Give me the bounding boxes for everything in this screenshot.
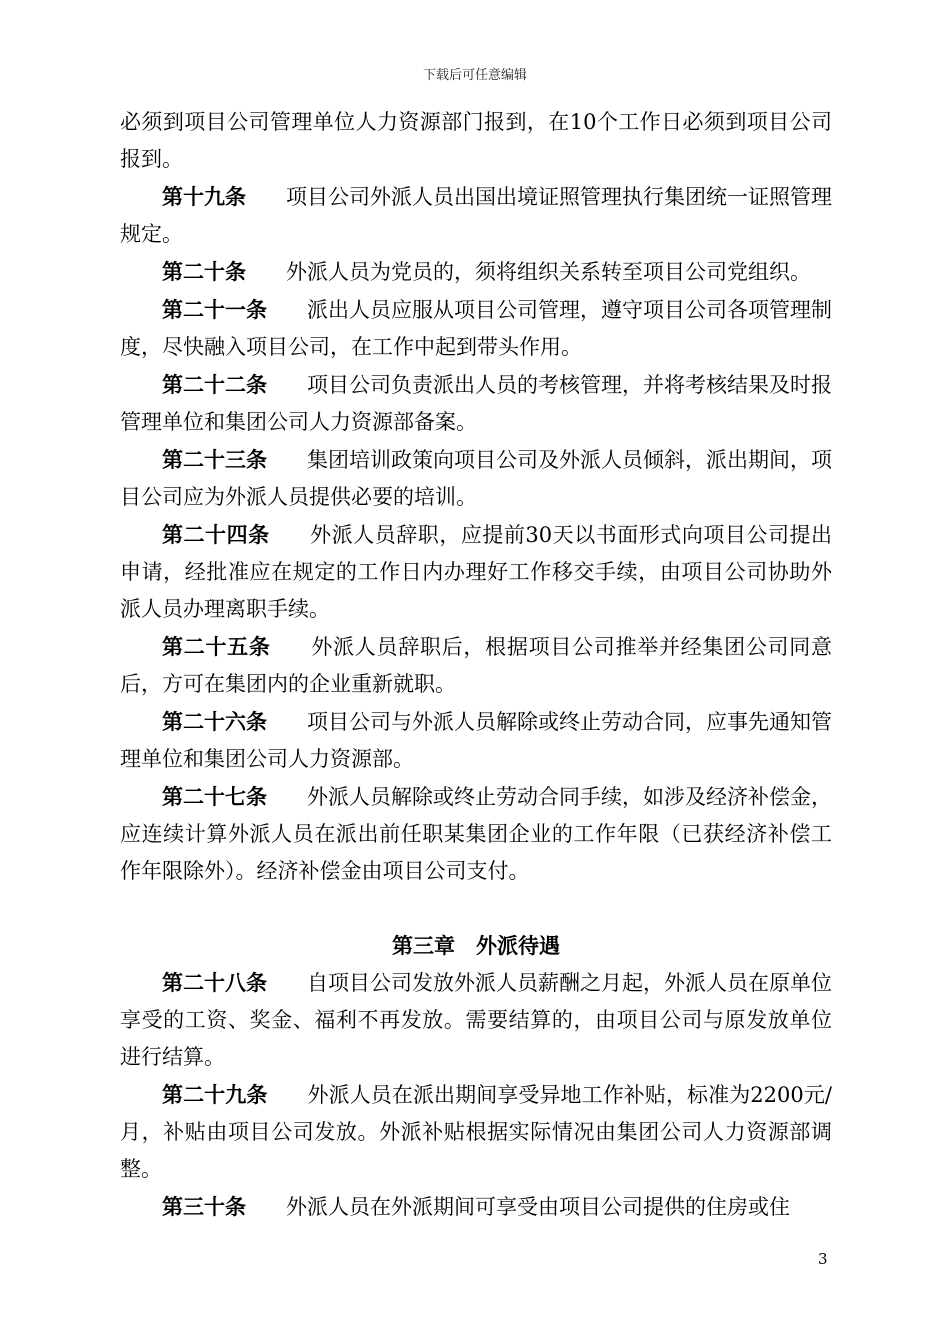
- article-text: 外派人员在外派期间可享受由项目公司提供的住房或住: [286, 1195, 790, 1219]
- article-paragraph: [120, 628, 832, 703]
- article-paragraph: [120, 516, 832, 628]
- page-number: 3: [818, 1250, 828, 1268]
- article-number: 第二十二条: [162, 372, 267, 397]
- article-text: 外派人员解除或终止劳动合同手续，如涉及经济补偿金，应连续计算外派人员在派出前任职某集团企业的工作年限（已获经济补偿工作年限除外）。经济补偿金由项目公司支付。: [120, 785, 832, 883]
- page-header: 下载后可任意编辑: [422, 68, 527, 83]
- article-number: 第三十条: [162, 1194, 246, 1219]
- article-text: 外派人员为党员的，须将组织关系转至项目公司党组织。: [286, 260, 811, 284]
- article-number: 第十九条: [162, 184, 246, 209]
- article-number: 第二十八条: [162, 970, 267, 995]
- article-text: 项目公司负责派出人员的考核管理，并将考核结果及时报管理单位和集团公司人力资源部备案。: [120, 373, 832, 434]
- article-paragraph: [120, 253, 832, 291]
- article-number: 第二十七条: [162, 784, 267, 809]
- article-paragraph: [120, 703, 832, 778]
- article-paragraph: [120, 178, 832, 253]
- article-number: 第二十六条: [162, 709, 267, 734]
- article-number: 第二十三条: [162, 447, 267, 472]
- article-text: 派出人员应服从项目公司管理，遵守项目公司各项管理制度，尽快融入项目公司，在工作中起到带头作用。: [120, 298, 832, 359]
- article-number: 第二十四条: [162, 522, 270, 547]
- article-paragraph: [120, 1076, 832, 1188]
- continuation-paragraph: 必须到项目公司管理单位人力资源部门报到，在10个工作日必须到项目公司报到。: [120, 110, 832, 171]
- articles-after: [120, 964, 832, 1226]
- article-text: 外派人员辞职，应提前30天以书面形式向项目公司提出申请，经批准应在规定的工作日内办理好工作移交手续，由项目公司协助外派人员办理离职手续。: [120, 523, 832, 621]
- article-text: 外派人员辞职后，根据项目公司推举并经集团公司同意后，方可在集团内的企业重新就职。: [120, 635, 833, 696]
- article-number: 第二十条: [162, 259, 246, 284]
- article-text: 自项目公司发放外派人员薪酬之月起，外派人员在原单位享受的工资、奖金、福利不再发放。需要结算的，由项目公司与原发放单位进行结算。: [120, 971, 832, 1069]
- article-number: 第二十九条: [162, 1082, 268, 1107]
- article-number: 第二十五条: [162, 634, 271, 659]
- article-text: 集团培训政策向项目公司及外派人员倾斜，派出期间，项目公司应为外派人员提供必要的培训。: [120, 448, 832, 509]
- article-text: 外派人员在派出期间享受异地工作补贴，标准为2200元/月，补贴由项目公司发放。外派补贴根据实际情况由集团公司人力资源部调整。: [120, 1083, 832, 1181]
- article-paragraph: [120, 1188, 832, 1226]
- article-paragraph: [120, 778, 832, 890]
- article-paragraph: [120, 441, 832, 516]
- article-text: 项目公司与外派人员解除或终止劳动合同，应事先通知管理单位和集团公司人力资源部。: [120, 710, 832, 771]
- article-paragraph: [120, 366, 832, 441]
- document-body: [120, 104, 832, 1226]
- article-text: 项目公司外派人员出国出境证照管理执行集团统一证照管理规定。: [120, 185, 832, 246]
- articles-before: [120, 178, 832, 890]
- article-number: 第二十一条: [162, 297, 267, 322]
- article-paragraph: [120, 291, 832, 366]
- article-paragraph: [120, 964, 832, 1076]
- chapter-title: 第三章 外派待遇: [392, 933, 560, 958]
